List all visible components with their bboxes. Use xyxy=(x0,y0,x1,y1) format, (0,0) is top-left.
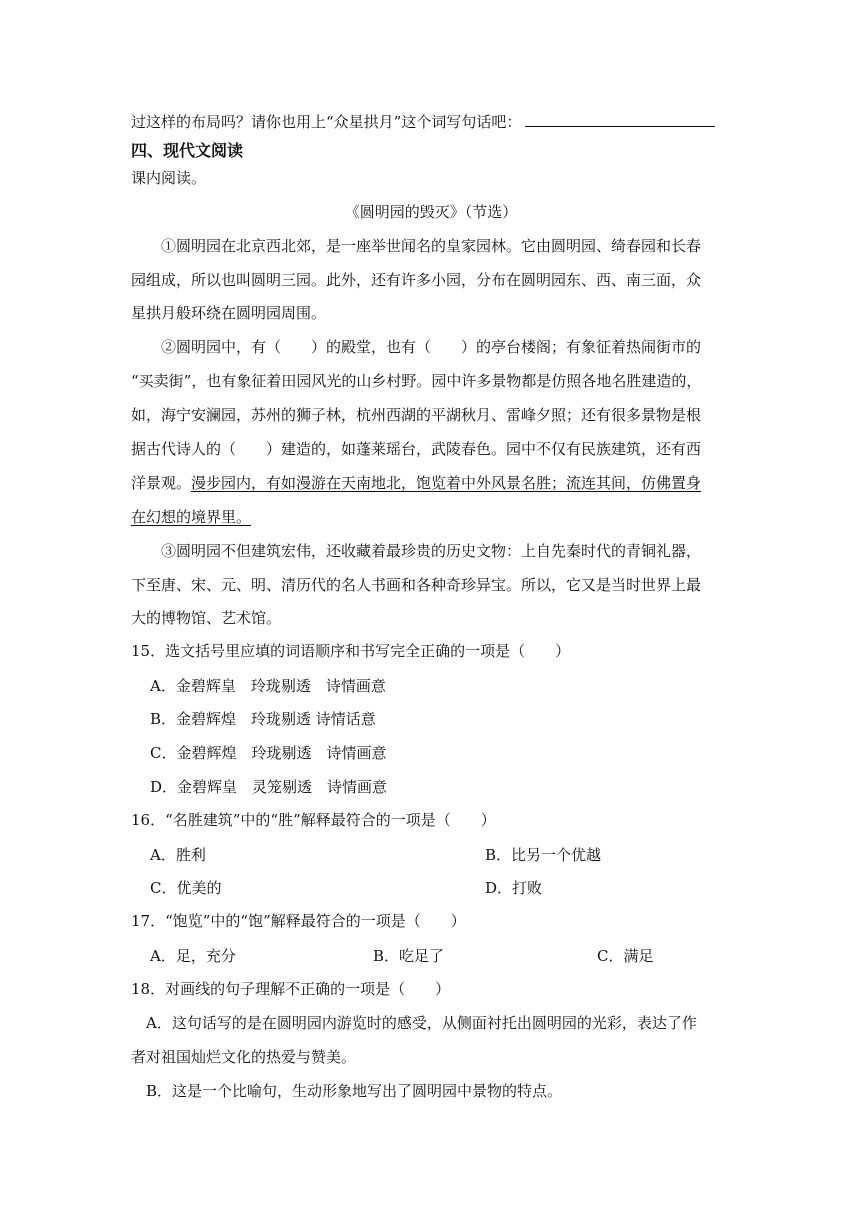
q16-option-c[interactable]: C．优美的 xyxy=(150,879,222,897)
passage-line: 据古代诗人的（ ）建造的，如蓬莱瑶台，武陵春色。园中不仅有民族建筑，还有西 xyxy=(131,440,702,458)
section-heading: 四、现代文阅读 xyxy=(131,141,244,160)
question-16: 16．“名胜建筑”中的“胜”解释最符合的一项是（ ） xyxy=(131,811,496,829)
q16-option-b[interactable]: B．比另一个优越 xyxy=(485,846,602,864)
passage-line xyxy=(131,507,731,527)
q16-option-d[interactable]: D．打败 xyxy=(485,879,543,897)
answer-blank[interactable] xyxy=(525,112,715,127)
question-15: 15．选文括号里应填的词语顺序和书写完全正确的一项是（ ） xyxy=(131,642,571,660)
passage-line: 星拱月般环绕在圆明园周围。 xyxy=(131,304,327,322)
q17-option-a[interactable]: A．足，充分 xyxy=(150,947,236,965)
q15-option-d[interactable]: D．金碧辉皇 灵笼剔透 诗情画意 xyxy=(150,778,388,796)
underlined-sentence: 漫步园内，有如漫游在天南地北，饱览着中外风景名胜；流连其间，仿佛置身 xyxy=(191,474,702,492)
q15-option-c[interactable]: C．金碧辉煌 玲珑剔透 诗情画意 xyxy=(150,744,387,762)
q18-option-b[interactable]: B．这是一个比喻句，生动形象地写出了圆明园中景物的特点。 xyxy=(131,1082,563,1100)
q16-option-a[interactable]: A．胜利 xyxy=(150,846,206,864)
passage-line: ③圆明园不但建筑宏伟，还收藏着最珍贵的历史文物：上自先秦时代的青铜礼器， xyxy=(131,542,702,560)
passage-line: “买卖街”，也有象征着田园风光的山乡村野。园中许多景物都是仿照各地名胜建造的， xyxy=(131,372,702,390)
prev-question-tail: 过这样的布局吗？请你也用上“众星拱月”这个词写句话吧： xyxy=(131,112,731,132)
question-17: 17．“饱览”中的“饱”解释最符合的一项是（ ） xyxy=(131,912,466,930)
q17-option-b[interactable]: B．吃足了 xyxy=(373,947,445,965)
question-18: 18．对画线的句子理解不正确的一项是（ ） xyxy=(131,980,451,998)
passage-line: ②圆明园中，有（ ）的殿堂，也有（ ）的亭台楼阁；有象征着热闹街市的 xyxy=(131,338,702,356)
q18-option-a-cont: 者对祖国灿烂文化的热爱与赞美。 xyxy=(131,1048,357,1066)
q18-option-a[interactable]: A．这句话写的是在圆明园内游览时的感受，从侧面衬托出圆明园的光彩，表达了作 xyxy=(131,1014,697,1032)
q17-option-c[interactable]: C．满足 xyxy=(597,947,654,965)
passage-line: 园组成，所以也叫圆明三园。此外，还有许多小园，分布在圆明园东、西、南三面，众 xyxy=(131,271,702,289)
passage-line: 如，海宁安澜园，苏州的狮子林，杭州西湖的平湖秋月、雷峰夕照；还有很多景物是根 xyxy=(131,406,702,424)
passage-line: 洋景观。漫步园内，有如漫游在天南地北，饱览着中外风景名胜；流连其间，仿佛置身 xyxy=(131,474,702,492)
q15-option-a[interactable]: A．金碧辉皇 玲珑剔透 诗情画意 xyxy=(150,677,386,695)
passage-line: ①圆明园在北京西北郊，是一座举世闻名的皇家园林。它由圆明园、绮春园和长春 xyxy=(131,237,702,255)
passage-line: 下至唐、宋、元、明、清历代的名人书画和各种奇珍异宝。所以，它又是当时世界上最 xyxy=(131,576,702,594)
passage-line: 大的博物馆、艺术馆。 xyxy=(131,609,282,627)
passage-title: 《圆明园的毁灭》（节选） xyxy=(344,203,518,221)
instruction-text: 课内阅读。 xyxy=(131,169,207,187)
q15-option-b[interactable]: B．金碧辉煌 玲珑剔透 诗情话意 xyxy=(150,710,376,728)
underlined-sentence: 在幻想的境界里。 xyxy=(131,508,252,526)
